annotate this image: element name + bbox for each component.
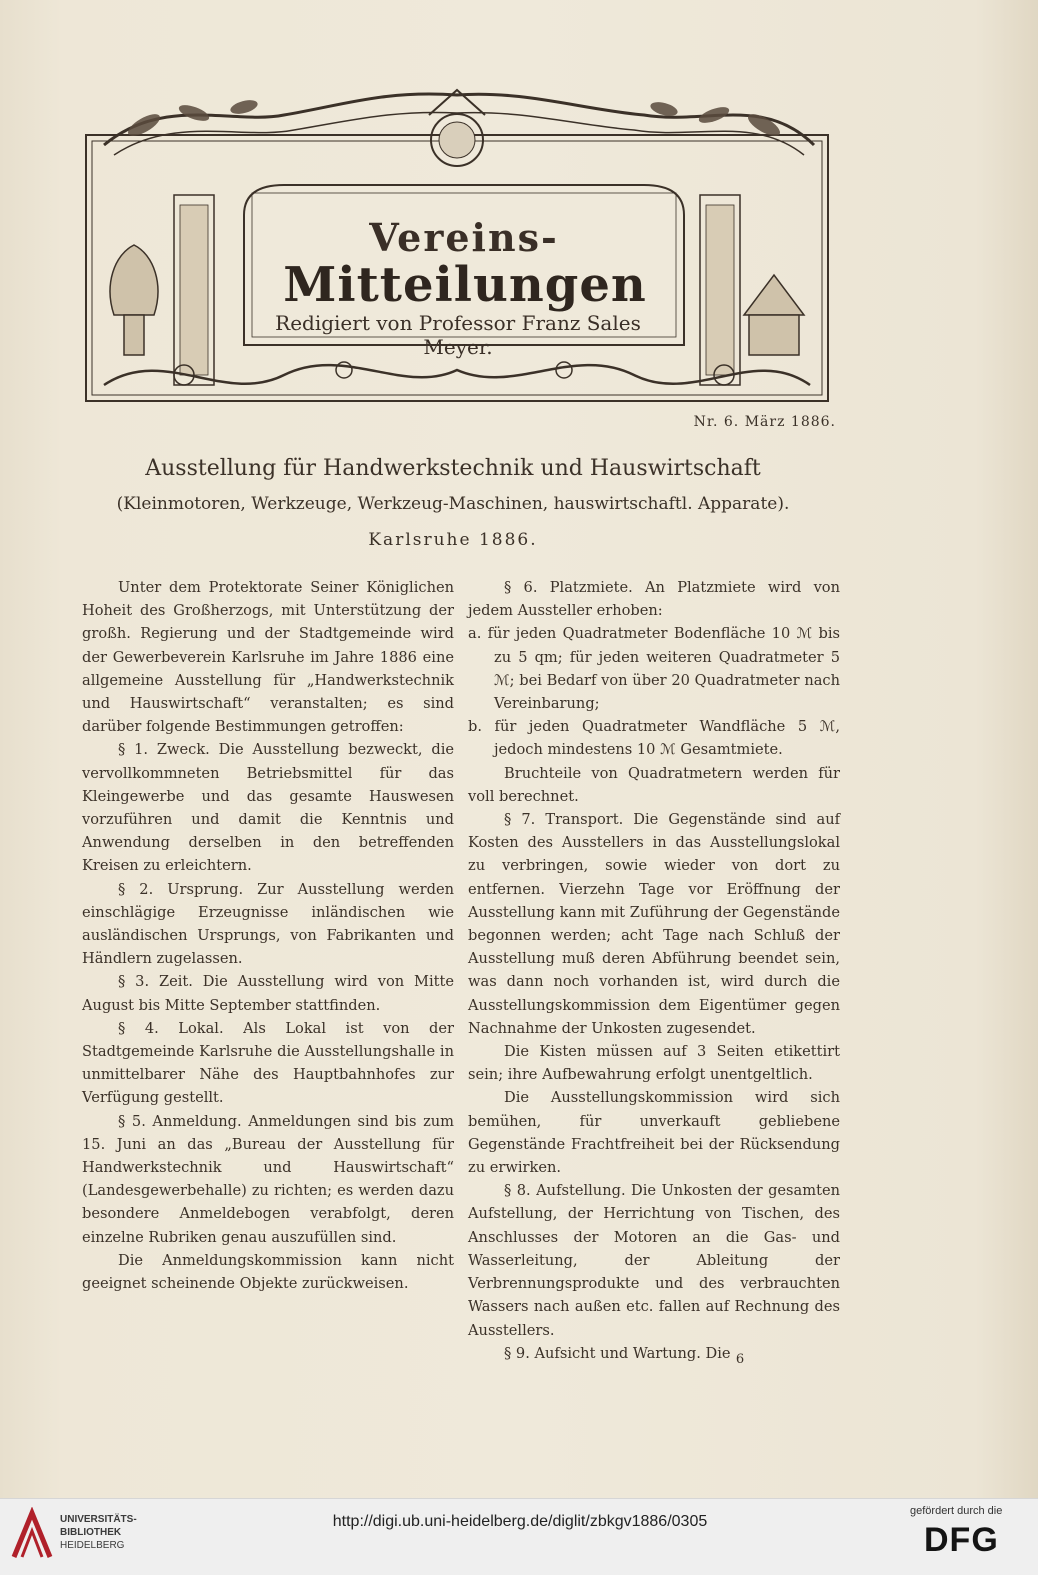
issue-number: Nr. 6. März 1886. (693, 414, 836, 430)
paragraph-section-5: § 5. Anmeldung. Anmeldungen sind bis zum 15. Juni an das „Bureau der Ausstellung für Handwerkstechnik und Hauswirtschaft“ (Landesgewerbehalle) zu richten; es werden dazu besondere Anmeldebogen verabfolgt, deren einzelne Rubriken genau auszufüllen sind. (82, 1112, 454, 1246)
paragraph-section-4: § 4. Lokal. Als Lokal ist von der Stadtgemeinde Karlsruhe die Ausstellungshalle in unmittelbarer Nähe des Hauptbahnhofes zur Verfügung gestellt. (82, 1019, 454, 1107)
paragraph-section-6: § 6. Platzmiete. An Platzmiete wird von jedem Aussteller erhoben: (468, 579, 840, 620)
list-item-a: a. für jeden Quadratmeter Bodenfläche 10 ℳ bis zu 5 qm; für jeden weiteren Quadratmeter 5 ℳ; bei Bedarf von über 20 Quadratmeter nach Vereinbarung; (468, 625, 840, 713)
masthead-editor: Redigiert von Professor Franz Sales Meyer. (275, 311, 641, 359)
article-place: Karlsruhe 1886. (368, 530, 538, 550)
library-name-line3: HEIDELBERG (60, 1540, 125, 1551)
paragraph-section-7: § 7. Transport. Die Gegenstände sind auf Kosten des Ausstellers in das Ausstellungslokal zu verbringen, sowie wieder von dort zu entfernen. Vierzehn Tage vor Eröffnung der Ausstellung kann mit Zuführung der Gegenstände begonnen werden; acht Tage nach Schluß der Ausstellung muß deren Abführung beendet sein, was dann noch vorhanden ist, wird durch die Ausstellungskommission dem Eigentümer gegen Nachnahme der Unkosten zugesendet. (468, 811, 840, 1037)
paragraph-intro: Unter dem Protektorate Seiner Königlichen Hoheit des Großherzogs, mit Unterstützung der großh. Regierung und der Stadtgemeinde wird der Gewerbeverein Karlsruhe im Jahre 1886 eine allgemeine Ausstellung für „Handwerkstechnik und Hauswirtschaft“ veranstalten; es sind darüber folgende Bestimmungen getroffen: (82, 579, 454, 736)
paragraph-commission: Die Anmeldungskommission kann nicht geeignet scheinende Objekte zurückweisen. (82, 1251, 454, 1293)
dfg-logo: DFG (924, 1521, 999, 1559)
university-library-logo-icon (10, 1507, 54, 1563)
library-name-line1: UNIVERSITÄTS- (60, 1514, 137, 1525)
paragraph-section-9: § 9. Aufsicht und Wartung. Die (504, 1344, 731, 1362)
masthead-title-line1: Vereins- (369, 215, 559, 260)
paragraph-section-2: § 2. Ursprung. Zur Ausstellung werden einschlägige Erzeugnisse inländischen wie ausländischen Ursprungs, von Fabrikanten und Händlern zugelassen. (82, 880, 454, 968)
paragraph-fractions: Bruchteile von Quadratmetern werden für voll berechnet. (468, 764, 840, 805)
paragraph-section-1: § 1. Zweck. Die Ausstellung bezweckt, die vervollkommneten Betriebsmittel für das Kleingewerbe und das gesamte Hauswesen vorzuführen und damit die Kenntnis und Anwendung derselben in den betreffenden Kreisen zu erleichtern. (82, 741, 454, 875)
ornament-title-block (84, 85, 830, 403)
paragraph-section-3: § 3. Zeit. Die Ausstellung wird von Mitte August bis Mitte September stattfinden. (82, 973, 454, 1014)
paragraph-freight: Die Ausstellungskommission wird sich bemühen, für unverkauft gebliebene Gegenstände Frachtfreiheit bei der Rücksendung zu erwirken. (468, 1089, 840, 1177)
document-url-link[interactable]: http://digi.ub.uni-heidelberg.de/diglit/zbkgv1886/0305 (332, 1513, 708, 1530)
left-column (82, 576, 454, 1295)
article-title: Ausstellung für Handwerkstechnik und Hauswirtschaft (145, 456, 761, 481)
list-item-b: b. für jeden Quadratmeter Wandfläche 5 ℳ, jedoch mindestens 10 ℳ Gesamtmiete. (468, 718, 840, 759)
header-ornament (84, 85, 830, 403)
right-column (468, 576, 840, 1365)
funded-by-label: gefördert durch die (910, 1505, 1003, 1517)
library-name-line2: BIBLIOTHEK (60, 1527, 122, 1538)
paragraph-section-8: § 8. Aufstellung. Die Unkosten der gesamten Aufstellung, der Herrichtung von Tischen, des Anschlusses der Motoren an die Gas- und Wasserleitung, der Ableitung der Verbrennungsprodukte und des verbrauchten Wassers nach außen etc. fallen auf Rechnung des Ausstellers. (468, 1182, 840, 1339)
masthead-title-line2: Mitteilungen (283, 257, 647, 313)
page-number: 6 (735, 1352, 745, 1367)
article-subtitle: (Kleinmotoren, Werkzeuge, Werkzeug-Maschinen, hauswirtschaftl. Apparate). (116, 494, 790, 514)
paragraph-crates: Die Kisten müssen auf 3 Seiten etikettirt sein; ihre Aufbewahrung erfolgt unentgeltlich. (468, 1043, 840, 1084)
footer-bar (0, 1498, 1038, 1575)
library-name (60, 1513, 137, 1552)
